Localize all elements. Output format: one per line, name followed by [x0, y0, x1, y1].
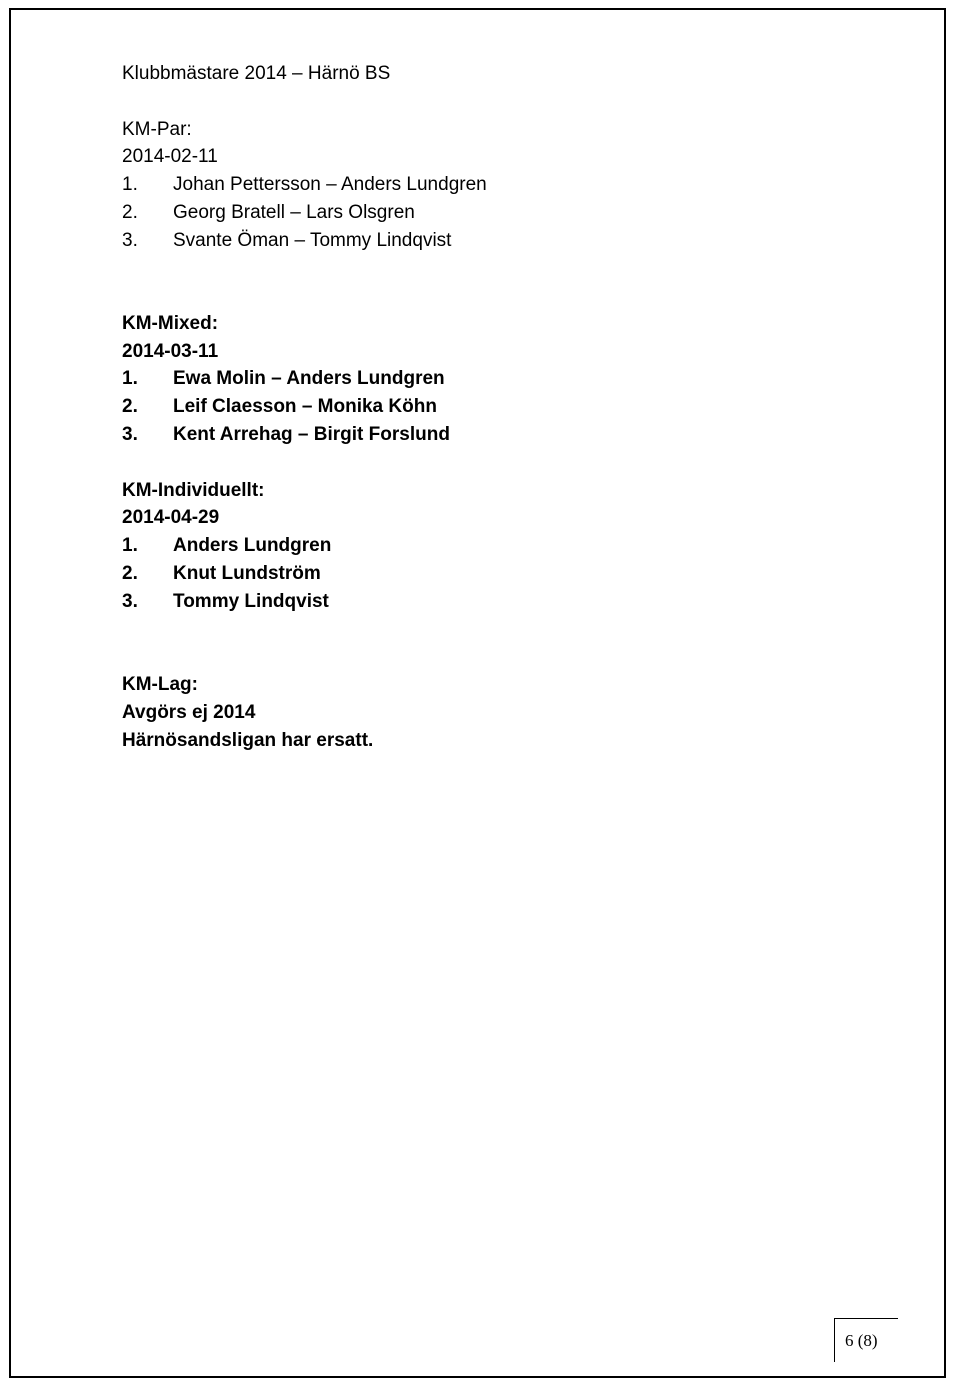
section-date-mixed: 2014-03-11	[122, 341, 219, 362]
rank: 2.	[122, 396, 138, 417]
list-item	[122, 230, 451, 252]
list-item	[122, 535, 331, 557]
page-number: 6 (8)	[845, 1331, 878, 1350]
rank: 3.	[122, 424, 138, 445]
rank: 2.	[122, 202, 138, 223]
result-names: Johan Pettersson – Anders Lundgren	[173, 174, 487, 195]
list-item	[122, 591, 329, 613]
section-heading-mixed: KM-Mixed:	[122, 313, 219, 334]
list-item	[122, 424, 450, 446]
section-note: Avgörs ej 2014	[122, 702, 256, 723]
result-names: Tommy Lindqvist	[173, 591, 329, 612]
rank: 3.	[122, 230, 138, 251]
section-heading-individuellt: KM-Individuellt:	[122, 480, 265, 501]
list-item	[122, 202, 415, 224]
list-item	[122, 563, 321, 585]
rank: 1.	[122, 174, 138, 195]
section-date-par: 2014-02-11	[122, 146, 218, 167]
rank: 2.	[122, 563, 138, 584]
list-item	[122, 368, 445, 390]
result-names: Knut Lundström	[173, 563, 321, 584]
result-names: Kent Arrehag – Birgit Forslund	[173, 424, 450, 445]
section-heading-par: KM-Par:	[122, 119, 192, 140]
section-date-individuellt: 2014-04-29	[122, 507, 220, 528]
result-names: Georg Bratell – Lars Olsgren	[173, 202, 415, 223]
section-note: Härnösandsligan har ersatt.	[122, 730, 374, 751]
list-item	[122, 174, 487, 196]
result-names: Anders Lundgren	[173, 535, 332, 556]
list-item	[122, 396, 437, 418]
page-title: Klubbmästare 2014 – Härnö BS	[122, 63, 391, 84]
rank: 1.	[122, 368, 138, 389]
result-names: Svante Öman – Tommy Lindqvist	[173, 230, 452, 251]
rank: 1.	[122, 535, 138, 556]
result-names: Ewa Molin – Anders Lundgren	[173, 368, 445, 389]
rank: 3.	[122, 591, 138, 612]
result-names: Leif Claesson – Monika Köhn	[173, 396, 437, 417]
section-heading-lag: KM-Lag:	[122, 674, 198, 695]
